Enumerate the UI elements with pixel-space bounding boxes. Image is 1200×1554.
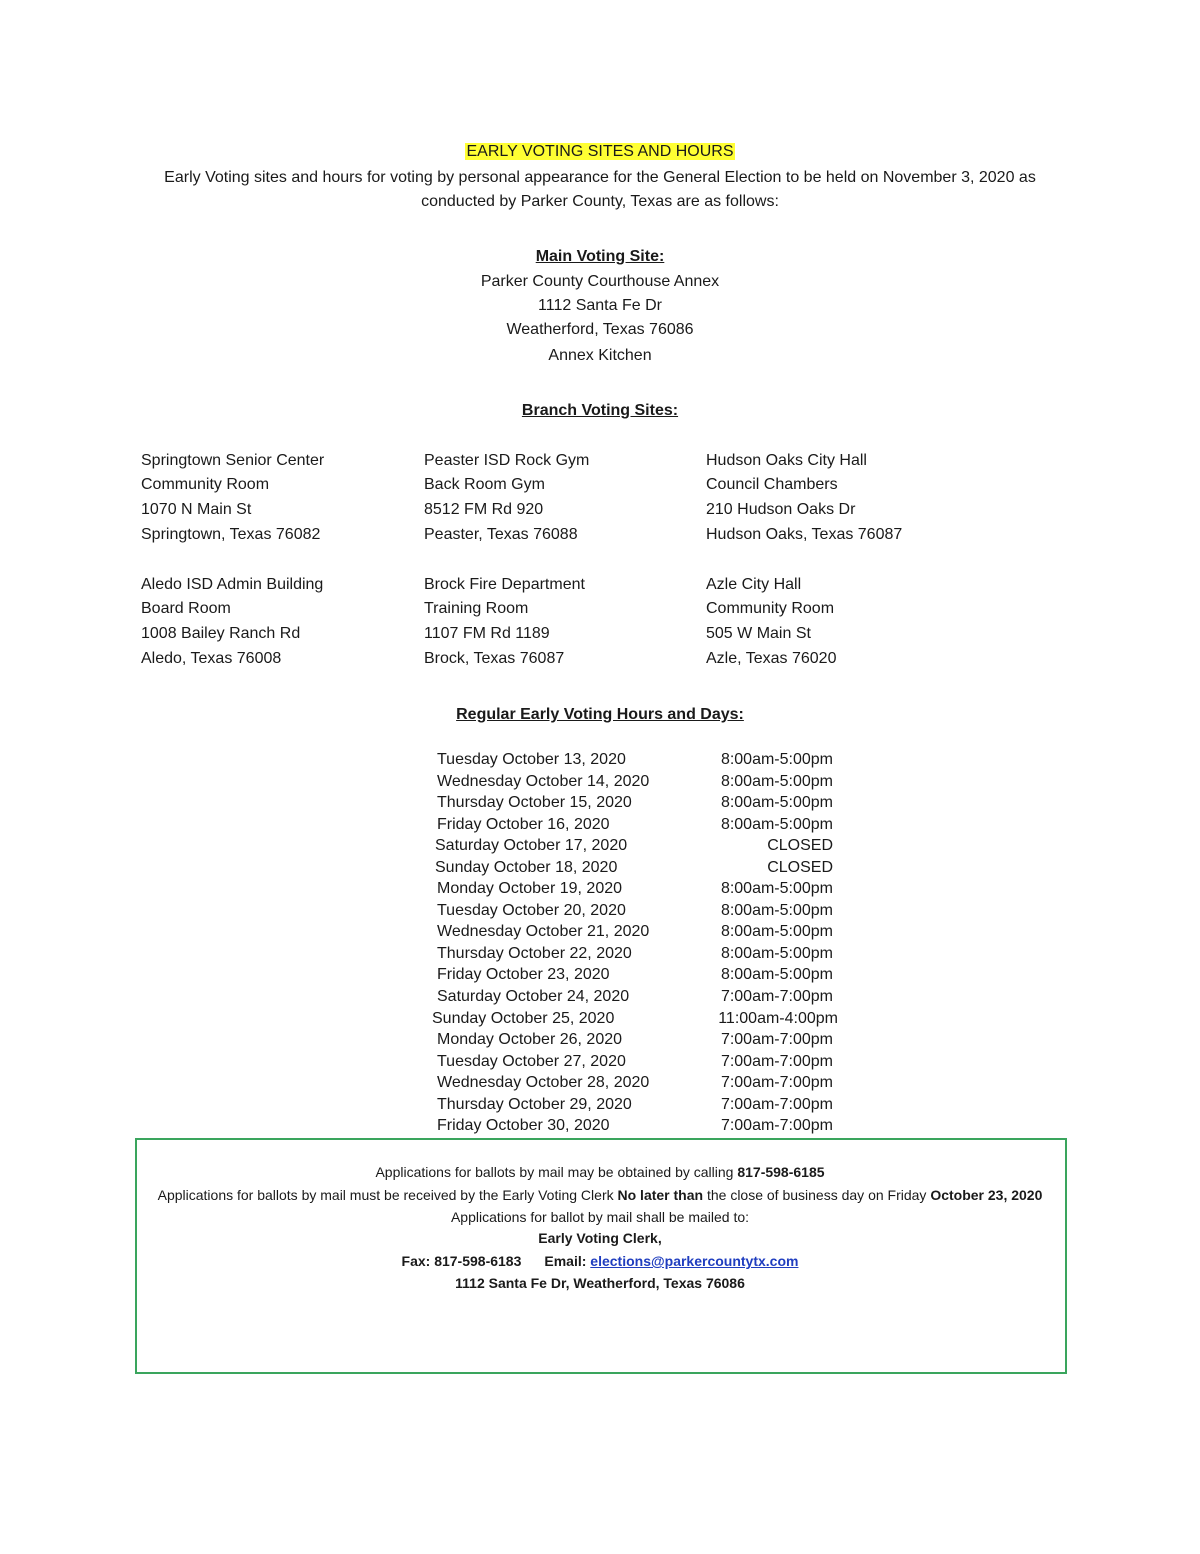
mail-info-phone: 817-598-6185	[737, 1164, 825, 1180]
main-site-line: Annex Kitchen	[548, 347, 652, 364]
site-name: Azle City Hall	[706, 576, 802, 593]
schedule-row	[0, 814, 1200, 835]
page-title-line	[0, 142, 1200, 162]
schedule-row	[0, 749, 1200, 770]
schedule-hours: 7:00am-7:00pm	[720, 1074, 833, 1091]
schedule-day: Friday October 30, 2020	[437, 1117, 610, 1134]
mail-info-line-2	[0, 1186, 1200, 1204]
site-room: Training Room	[424, 600, 529, 617]
mail-info-deadline-date: October 23, 2020	[930, 1187, 1043, 1203]
schedule-hours: 8:00am-5:00pm	[720, 923, 833, 940]
main-site-heading: Main Voting Site:	[535, 248, 665, 265]
main-site-line: 1112 Santa Fe Dr	[538, 297, 662, 314]
schedule-day: Saturday October 17, 2020	[435, 837, 628, 854]
main-site-line: Weatherford, Texas 76086	[506, 321, 694, 338]
schedule-hours: 11:00am-4:00pm	[718, 1010, 838, 1027]
schedule-day: Sunday October 18, 2020	[435, 859, 618, 876]
site-street: 505 W Main St	[706, 625, 811, 642]
schedule-day: Monday October 26, 2020	[437, 1031, 623, 1048]
mail-info-fax: Fax: 817-598-6183	[401, 1253, 522, 1269]
schedule-hours: 8:00am-5:00pm	[720, 773, 833, 790]
site-street: 1008 Bailey Ranch Rd	[141, 625, 301, 642]
schedule-day: Tuesday October 20, 2020	[437, 902, 626, 919]
schedule-hours: 8:00am-5:00pm	[720, 751, 833, 768]
schedule-row	[0, 1094, 1200, 1115]
schedule-row	[0, 900, 1200, 921]
schedule-hours: 8:00am-5:00pm	[720, 816, 833, 833]
site-room: Back Room Gym	[424, 476, 545, 493]
schedule-row	[0, 771, 1200, 792]
mail-info-text: Applications for ballots by mail must be received by the Early Voting Clerk	[157, 1187, 618, 1203]
schedule-heading: Regular Early Voting Hours and Days:	[456, 706, 744, 723]
schedule-row	[0, 943, 1200, 964]
intro-line-1: Early Voting sites and hours for voting by personal appearance for the General Election to be held on November 3, 2020 as	[164, 169, 1036, 186]
schedule-hours: CLOSED	[767, 837, 833, 854]
schedule-row	[0, 986, 1200, 1007]
schedule-row	[0, 857, 1200, 878]
schedule-hours: 7:00am-7:00pm	[720, 1096, 833, 1113]
mail-info-contact-line	[0, 1252, 1200, 1270]
schedule-day: Wednesday October 21, 2020	[437, 923, 650, 940]
schedule-hours: 7:00am-7:00pm	[720, 1053, 833, 1070]
site-room: Community Room	[706, 600, 835, 617]
site-room: Community Room	[141, 476, 270, 493]
branch-sites-heading: Branch Voting Sites:	[521, 402, 679, 419]
schedule-row	[0, 1051, 1200, 1072]
site-name: Aledo ISD Admin Building	[141, 576, 324, 593]
schedule-row	[0, 1029, 1200, 1050]
site-city: Azle, Texas 76020	[706, 650, 837, 667]
schedule-hours: 8:00am-5:00pm	[720, 945, 833, 962]
site-name: Peaster ISD Rock Gym	[424, 452, 590, 469]
schedule-row	[0, 921, 1200, 942]
schedule-hours: 8:00am-5:00pm	[720, 966, 833, 983]
schedule-day: Saturday October 24, 2020	[437, 988, 630, 1005]
site-name: Springtown Senior Center	[141, 452, 325, 469]
schedule-day: Tuesday October 13, 2020	[437, 751, 626, 768]
schedule-day: Sunday October 25, 2020	[432, 1010, 615, 1027]
mail-info-text: Applications for ballots by mail may be obtained by calling	[375, 1164, 738, 1180]
schedule-day: Tuesday October 27, 2020	[437, 1053, 626, 1070]
site-street: 1070 N Main St	[141, 501, 252, 518]
site-city: Aledo, Texas 76008	[141, 650, 282, 667]
schedule-day: Wednesday October 14, 2020	[437, 773, 650, 790]
schedule-hours: 8:00am-5:00pm	[720, 880, 833, 897]
main-site-heading-line	[0, 247, 1200, 267]
schedule-hours: 7:00am-7:00pm	[720, 1117, 833, 1134]
site-room: Council Chambers	[706, 476, 838, 493]
schedule-day: Thursday October 22, 2020	[437, 945, 632, 962]
site-city: Peaster, Texas 76088	[424, 526, 578, 543]
site-name: Hudson Oaks City Hall	[706, 452, 867, 469]
schedule-hours: 8:00am-5:00pm	[720, 902, 833, 919]
schedule-day: Monday October 19, 2020	[437, 880, 623, 897]
branch-sites-heading-line	[0, 401, 1200, 421]
schedule-row	[0, 1008, 1200, 1029]
site-city: Brock, Texas 76087	[424, 650, 565, 667]
site-city: Hudson Oaks, Texas 76087	[706, 526, 903, 543]
site-street: 210 Hudson Oaks Dr	[706, 501, 856, 518]
mail-info-line-3: Applications for ballot by mail shall be mailed to:	[450, 1209, 750, 1225]
mail-info-clerk: Early Voting Clerk,	[538, 1230, 662, 1246]
site-room: Board Room	[141, 600, 231, 617]
page-title: EARLY VOTING SITES AND HOURS	[466, 143, 734, 160]
mail-info-email-label: Email:	[544, 1253, 591, 1269]
main-site-line: Parker County Courthouse Annex	[480, 273, 720, 290]
schedule-row	[0, 1115, 1200, 1136]
mail-info-deadline-label: No later than	[617, 1187, 704, 1203]
mail-info-line-1	[0, 1163, 1200, 1181]
schedule-row	[0, 792, 1200, 813]
schedule-hours: CLOSED	[767, 859, 833, 876]
schedule-hours: 8:00am-5:00pm	[720, 794, 833, 811]
schedule-heading-line	[0, 705, 1200, 725]
site-street: 8512 FM Rd 920	[424, 501, 544, 518]
schedule-row	[0, 964, 1200, 985]
site-street: 1107 FM Rd 1189	[424, 625, 550, 642]
intro-line-2: conducted by Parker County, Texas are as follows:	[421, 193, 779, 210]
schedule-hours: 7:00am-7:00pm	[720, 988, 833, 1005]
schedule-day: Thursday October 29, 2020	[437, 1096, 632, 1113]
mail-info-address: 1112 Santa Fe Dr, Weatherford, Texas 76086	[455, 1275, 745, 1291]
schedule-day: Wednesday October 28, 2020	[437, 1074, 650, 1091]
schedule-row	[0, 1072, 1200, 1093]
schedule-row	[0, 835, 1200, 856]
schedule-hours: 7:00am-7:00pm	[720, 1031, 833, 1048]
schedule-day: Friday October 16, 2020	[437, 816, 610, 833]
schedule-day: Thursday October 15, 2020	[437, 794, 632, 811]
site-city: Springtown, Texas 76082	[141, 526, 321, 543]
schedule-row	[0, 878, 1200, 899]
site-name: Brock Fire Department	[424, 576, 585, 593]
email-link[interactable]: elections@parkercountytx.com	[590, 1253, 799, 1269]
schedule-day: Friday October 23, 2020	[437, 966, 610, 983]
mail-info-text: the close of business day on Friday	[703, 1187, 931, 1203]
